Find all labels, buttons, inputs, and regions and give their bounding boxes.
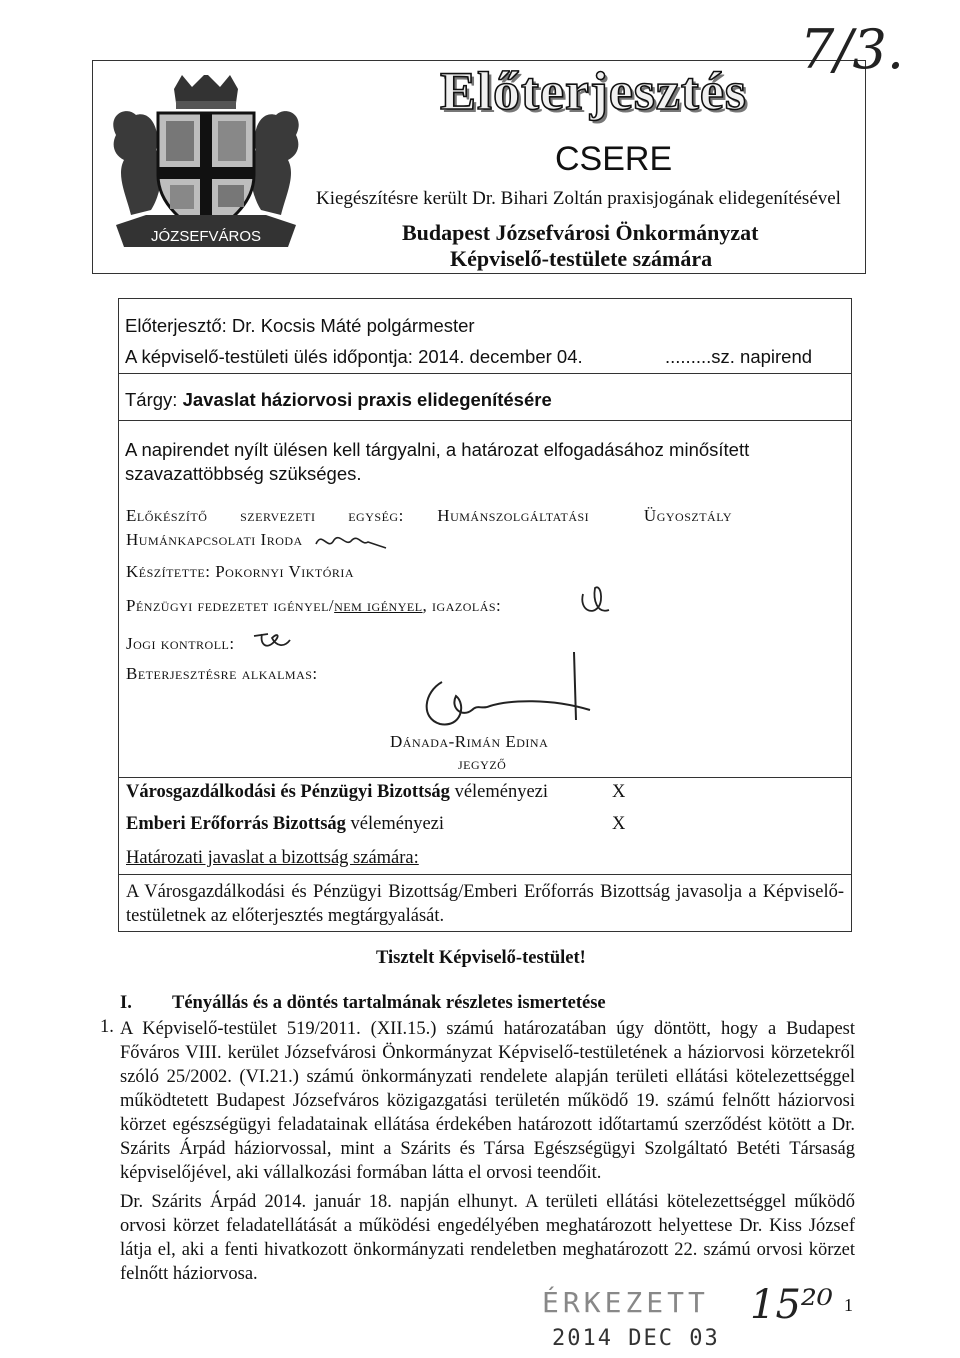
coat-of-arms [106, 75, 306, 255]
committee-row [126, 782, 548, 803]
page-number: 1 [844, 1295, 853, 1315]
divider [118, 874, 851, 875]
committee-mark: X [612, 814, 626, 834]
divider [118, 373, 851, 374]
organization-line-2: Képviselő-testülete számára [450, 246, 713, 271]
prepared-by: Készítette: Pokornyi Viktória [126, 562, 355, 581]
paragraph-1: A Képviselő-testület 519/2011. (XII.15.) számú határozatában úgy döntött, hogy a Budapest Főváros VIII. kerület Józsefvárosi Önkormányzat Képviselő-testületének a háziorvosi körzetekről szóló 25/2002. (VI.21.) számú önkormányzati rendelete alapján területi ellátási kötelezettséggel működtetett Budapest Józsefváros közigazgatási területén működő 19. számú felnőtt háziorvosi körzet egészségügyi feladatainak ellátása érdekében határozott időtartamú szerződést kötött a Dr. Szárits Árpád háziorvossal, mint a Szárits és Társa Egészségügyi Szolgáltató Betéti Társaság képviselőjével, aki vállalkozási formában látta el orvosi teendőit. [120, 1019, 855, 1183]
handwritten-number: 7/3. [800, 18, 905, 81]
finance-label: Pénzügyi fedezetet igényel/ [126, 596, 335, 615]
legal-control: Jogi kontroll: [126, 634, 235, 653]
subject-label: Tárgy: [125, 389, 178, 410]
committee-mark: X [612, 782, 626, 802]
legal-initials [250, 628, 296, 659]
section-number: I. [120, 993, 132, 1013]
finance-line [126, 596, 501, 616]
notary-signature [390, 648, 610, 743]
committee-row [126, 814, 444, 835]
finance-check: , igazolás: [422, 596, 502, 615]
supplement-note: Kiegészítésre került Dr. Bihari Zoltán praxisjogának elidegenítésével [316, 188, 841, 209]
paragraph-2: Dr. Szárits Árpád 2014. január 18. napján elhunyt. A területi ellátási kötelezettséggel működő orvosi körzet feladatellátását a működési engedélyében meghatározott helyettese Dr. Kiss József látja el, aki a fenti hivatkozott önkormányzati rendeletben meghatározott 22. számú orvosi körzet felnőtt háziorvosa. [120, 1192, 855, 1284]
received-stamp-date: 2014 DEC 03 [552, 1326, 720, 1351]
presenter: Előterjesztő: Dr. Kocsis Máté polgármester [125, 315, 475, 336]
committee-suffix: véleményezi [345, 814, 445, 834]
organization-line-1: Budapest Józsefvárosi Önkormányzat [402, 220, 759, 245]
document-title: Előterjesztés [440, 61, 747, 121]
prep-unit-line [126, 506, 844, 526]
open-session-note: A napirendet nyílt ülésen kell tárgyalni, a határozat elfogadásához minősített szavazattöbbség szükséges. [125, 439, 750, 484]
divider [118, 420, 851, 421]
resolution-text: A Városgazdálkodási és Pénzügyi Bizottság/Emberi Erőforrás Bizottság javasolja a Képviselő-testületnek az előterjesztés megtárgyalását. [126, 882, 844, 926]
received-stamp: ÉRKEZETT [542, 1286, 709, 1319]
section-title: Tényállás és a döntés tartalmának részletes ismertetése [172, 993, 606, 1013]
resolution-heading: Határozati javaslat a bizottság számára: [126, 848, 419, 868]
office-signature [312, 526, 392, 559]
signer-name: Dánada-Rimán Edina [390, 732, 549, 751]
prep-unit-label: Előkészítő szervezeti egység: [126, 506, 404, 525]
agenda-item: .........sz. napirend [665, 346, 813, 367]
meeting-date: A képviselő-testületi ülés időpontja: 2014. december 04. [125, 346, 583, 367]
handwritten-annotation: 15²⁰ [750, 1282, 833, 1328]
committee-name: Városgazdálkodási és Pénzügyi Bizottság [126, 782, 450, 802]
finance-choice: nem igényel [334, 596, 423, 615]
subject-line [125, 389, 552, 411]
subject-text: Javaslat háziorvosi praxis elidegenítésére [182, 389, 552, 410]
prep-unit-office: Humánkapcsolati Iroda [126, 530, 303, 549]
committee-name: Emberi Erőforrás Bizottság [126, 814, 346, 834]
prep-unit-dept: Humánszolgáltatási Ügyosztály [437, 506, 732, 525]
document-subtitle: CSERE [555, 140, 673, 178]
signer-title: jegyző [458, 754, 507, 773]
committee-suffix: véleményezi [449, 782, 549, 802]
item-number: 1. [100, 1017, 114, 1037]
crest-banner-text: JÓZSEFVÁROS [150, 228, 262, 245]
submission-label: Beterjesztésre alkalmas: [126, 664, 318, 683]
greeting: Tisztelt Képviselő-testület! [376, 948, 586, 968]
divider [118, 777, 851, 778]
finance-initials [575, 580, 615, 625]
